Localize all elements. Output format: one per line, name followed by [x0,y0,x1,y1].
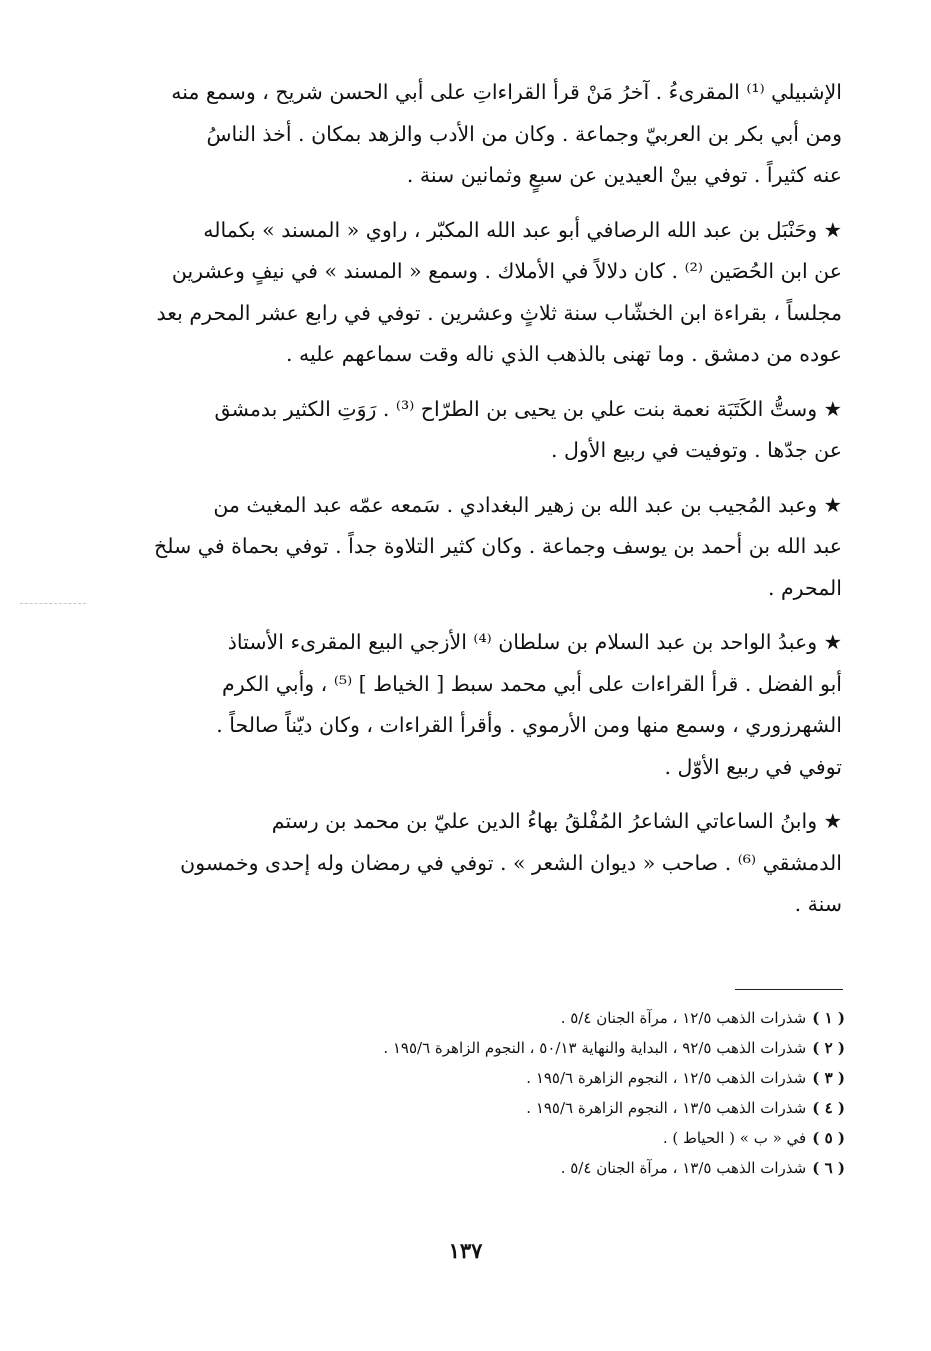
footnote-text: شذرات الذهب ١٣/٥ ، مرآة الجنان ٥/٤ . [560,1159,807,1177]
footnote-number: ( ٦ ) [812,1159,845,1177]
paragraph-3 [130,389,842,472]
footnote-item [200,1063,845,1093]
footnote-number: ( ٤ ) [812,1099,845,1117]
text-line: ★ وستُّ الكَتَبَة نعمة بنت علي بن يحيى بن الطرّاح ⁽³⁾ . رَوَتِ الكثير بدمشق [214,396,842,421]
paragraph-5 [130,622,842,788]
paragraph-1 [130,72,842,197]
text-line: عن ابن الحُصَين ⁽²⁾ . كان دلالاً في الأملاك . وسمع « المسند » في نيفٍ وعشرين [171,259,842,283]
footnote-separator [735,989,843,990]
text-line: ومن أبي بكر بن العربيّ وجماعة . وكان من الأدب والزهد بمكان . أخذ الناسُ [206,121,842,146]
footnote-item [200,1123,845,1153]
scan-edge-mark [20,603,86,604]
main-text [130,72,842,939]
footnote-number: ( ٥ ) [812,1129,845,1147]
footnote-item [200,1033,845,1063]
text-line: سنة . [794,892,842,916]
footnote-item [200,1093,845,1123]
text-line: المحرم . [767,575,842,600]
text-line: عن جدّها . وتوفيت في ربيع الأول . [550,438,842,462]
footnote-text: شذرات الذهب ١٢/٥ ، مرآة الجنان ٥/٤ . [560,1009,807,1027]
footnote-text: في « ب » ( الحياط ) . [662,1129,807,1147]
text-line: مجلساً ، بقراءة ابن الخشّاب سنة ثلاثٍ وعشرين . توفي في رابع عشر المحرم بعد [156,300,842,325]
text-line: الشهرزوري ، وسمع منها ومن الأرموي . وأقرأ القراءات ، وكان ديّناً صالحاً . [216,713,842,737]
paragraph-4 [130,485,842,610]
page-number: ١٣٧ [448,1238,483,1263]
text-line: عوده من دمشق . وما تهنى بالذهب الذي ناله وقت سماعهم عليه . [285,342,842,366]
footnote-number: ( ١ ) [812,1009,845,1027]
footnote-text: شذرات الذهب ١٣/٥ ، النجوم الزاهرة ١٩٥/٦ . [526,1099,807,1117]
text-line: عبد الله بن أحمد بن يوسف وجماعة . وكان كثير التلاوة جداً . توفي بحماة في سلخ [154,534,842,558]
paragraph-6 [130,801,842,926]
footnote-number: ( ٣ ) [812,1069,845,1087]
paragraph-2 [130,210,842,376]
text-line: عنه كثيراً . توفي بينْ العيدين عن سبعٍ وثمانين سنة . [406,163,842,187]
text-line: توفي في ربيع الأوّل . [664,754,842,779]
text-line: أبو الفضل . قرأ القراءات على أبي محمد سبط [ الخياط ] ⁽⁵⁾ ، وأبي الكرم [222,671,842,696]
text-line: الدمشقي ⁽⁶⁾ . صاحب « ديوان الشعر » . توفي في رمضان وله إحدى وخمسون [180,850,842,875]
footnote-number: ( ٢ ) [812,1039,845,1057]
footnotes [200,1003,845,1183]
text-line: ★ وابنُ الساعاتي الشاعرُ المُفْلقُ بهاءُ الدين عليّ بن محمد بن رستم [271,809,842,833]
text-line: ★ وحَنْبَل بن عبد الله الرصافي أبو عبد الله المكبّر ، راوي « المسند » بكماله [203,217,842,242]
footnote-text: شذرات الذهب ٩٢/٥ ، البداية والنهاية ٥٠/١٣ ، النجوم الزاهرة ١٩٥/٦ . [383,1039,807,1057]
text-line: ★ وعبدُ الواحد بن عبد السلام بن سلطان ⁽⁴⁾ الأزجي البيع المقرىء الأستاذ [227,630,842,654]
footnote-item [200,1153,845,1183]
footnote-item [200,1003,845,1033]
text-line: ★ وعبد المُجيب بن عبد الله بن زهير البغدادي . سَمعه عمّه عبد المغيث من [213,492,842,517]
footnote-text: شذرات الذهب ١٢/٥ ، النجوم الزاهرة ١٩٥/٦ . [526,1069,807,1087]
text-line: الإشبيلي ⁽¹⁾ المقرىءُ . آخرُ مَنْ قرأ القراءاتِ على أبي الحسن شريح ، وسمع منه [171,80,842,104]
